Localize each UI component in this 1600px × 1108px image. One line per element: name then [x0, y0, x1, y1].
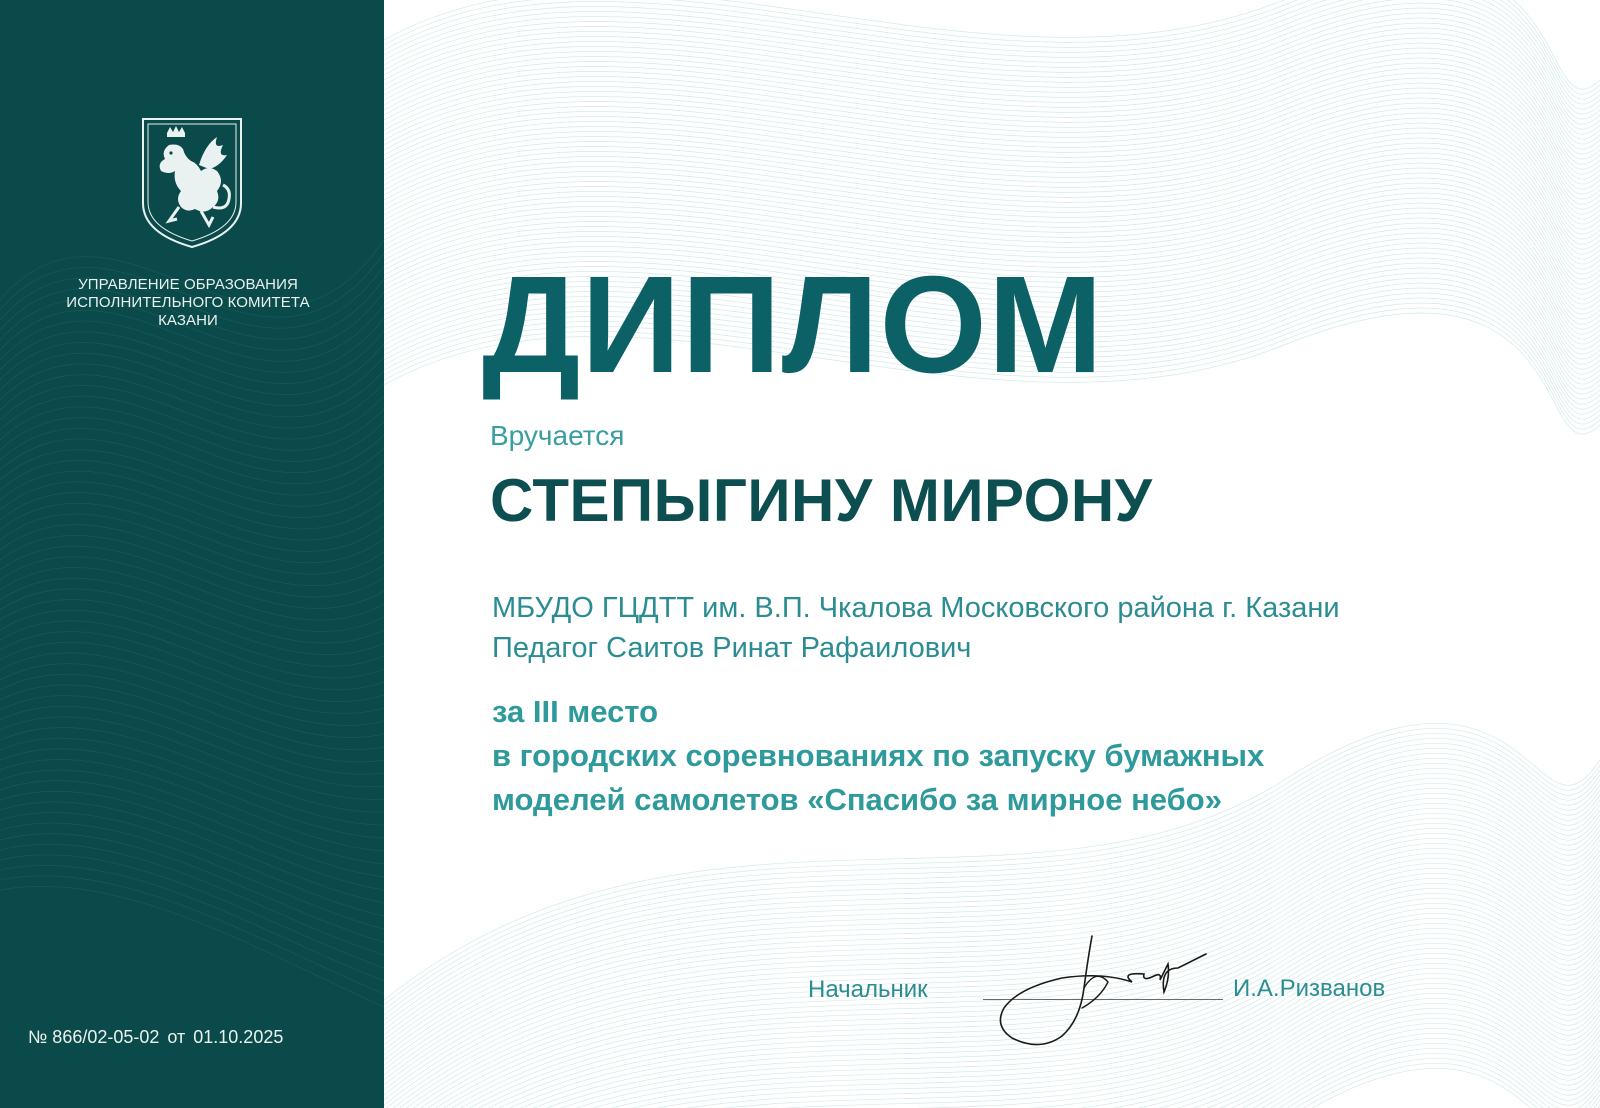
achievement-text: [492, 690, 1264, 822]
achievement-line-1: за III место: [492, 694, 659, 729]
organization-name-line-2: ИСПОЛНИТЕЛЬНОГО КОМИТЕТА: [66, 294, 310, 311]
organization-name-line-1: УПРАВЛЕНИЕ ОБРАЗОВАНИЯ: [78, 276, 298, 293]
signer-name: И.А.Ризванов: [1233, 975, 1386, 1002]
institution-line-1: МБУДО ГЦДТТ им. В.П. Чкалова Московского района г. Казани: [492, 592, 1340, 624]
recipient-name: СТЕПЫГИНУ МИРОНУ: [490, 467, 1153, 534]
institution-line-2: Педагог Саитов Ринат Рафаилович: [492, 632, 972, 664]
document-number: [28, 1027, 283, 1048]
handwritten-signature-icon: [992, 928, 1212, 1058]
side-panel: [0, 0, 384, 1108]
organization-name: [20, 276, 356, 330]
awarded-label: Вручается: [490, 420, 625, 451]
organization-name-line-3: КАЗАНИ: [158, 312, 218, 329]
achievement-line-3: моделей самолетов «Спасибо за мирное небо»: [492, 782, 1222, 817]
institution-info: [492, 588, 1340, 668]
document-number-value: № 866/02-05-02: [28, 1027, 160, 1047]
kazan-coat-of-arms-icon: [139, 115, 245, 251]
achievement-line-2: в городских соревнованиях по запуску бумажных: [492, 738, 1265, 773]
document-date-prefix: от: [167, 1027, 186, 1047]
signer-position: Начальник: [808, 976, 928, 1003]
document-date: 01.10.2025: [193, 1027, 284, 1047]
diploma-title: ДИПЛОМ: [482, 248, 1104, 402]
